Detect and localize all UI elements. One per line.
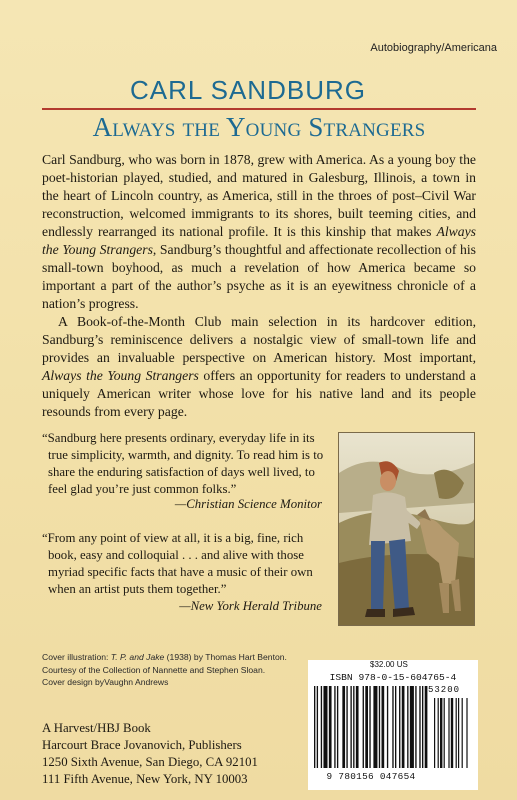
barcode-bar bbox=[425, 686, 428, 768]
addon-bar bbox=[440, 698, 442, 768]
addon-bar bbox=[462, 698, 463, 768]
barcode-bar bbox=[321, 686, 322, 768]
barcode-bar bbox=[346, 686, 347, 768]
barcode-bar bbox=[387, 686, 388, 768]
title-divider bbox=[42, 108, 476, 110]
credit-label: Cover illustration: bbox=[42, 652, 111, 662]
addon-bar bbox=[451, 698, 453, 768]
barcode-bar bbox=[314, 686, 315, 768]
price-label: $32.00 US bbox=[370, 660, 408, 669]
barcode-bar bbox=[353, 686, 354, 768]
barcode-bar bbox=[382, 686, 385, 768]
description bbox=[42, 151, 476, 421]
description-paragraph-2 bbox=[42, 313, 476, 421]
category-label: Autobiography/Americana bbox=[370, 42, 497, 54]
barcode-bar bbox=[350, 686, 351, 768]
cover-painting bbox=[338, 432, 475, 626]
description-text: A Book-of-the-Month Club main selection in its hardcover edition, Sandburg’s reminiscence delivers a nostalgic view of small-town life and provides an invaluable perspective on American history. Most important, bbox=[42, 314, 476, 365]
barcode-bar bbox=[415, 686, 416, 768]
description-title-ref: Always the Young Strangers bbox=[42, 224, 476, 257]
addon-digits: 53200 bbox=[428, 685, 461, 695]
publisher-address-2: 111 Fifth Avenue, New York, NY 10003 bbox=[42, 772, 248, 786]
description-text: , Sandburg’s thoughtful and affectionate recollection of his small-town boyhood, as much a revelation of how America became so important a part of the author’s psyche as it is an eyewitness chronicle of a nation’s progress. bbox=[42, 242, 476, 311]
barcode-bar bbox=[402, 686, 405, 768]
review-source: —Christian Science Monitor bbox=[174, 497, 322, 511]
painting-title: T. P. and Jake bbox=[110, 652, 165, 662]
cover-credits bbox=[42, 651, 312, 689]
barcode-bar bbox=[399, 686, 400, 768]
credit-text: (1938) by Thomas Hart Benton. bbox=[164, 652, 287, 662]
barcode-bar bbox=[379, 686, 380, 768]
review-source: —New York Herald Tribune bbox=[179, 599, 322, 613]
ean-digits: 9 780156 047654 bbox=[326, 771, 416, 782]
barcode-panel bbox=[308, 660, 478, 790]
barcode-bar bbox=[407, 686, 408, 768]
addon-bar bbox=[444, 698, 445, 768]
barcode-bar bbox=[317, 686, 318, 768]
barcode-bar bbox=[334, 686, 335, 768]
description-text: offers an opportunity for readers to understand a uniquely American writer whose love for his native land and its people resounds from every page. bbox=[42, 368, 476, 419]
barcode-bar bbox=[356, 686, 359, 768]
barcode-bar bbox=[410, 686, 414, 768]
illustration-credit bbox=[42, 651, 312, 664]
addon-bar bbox=[434, 698, 435, 768]
barcode-bar bbox=[323, 686, 327, 768]
barcode-bar bbox=[342, 686, 345, 768]
addon-bar bbox=[456, 698, 457, 768]
barcode-bar bbox=[392, 686, 393, 768]
book-title: Always the Young Strangers bbox=[92, 112, 426, 142]
barcode-bar bbox=[363, 686, 364, 768]
publisher-address-1: 1250 Sixth Avenue, San Diego, CA 92101 bbox=[42, 755, 258, 769]
description-text: Carl Sandburg, who was born in 1878, grew with America. As a young boy the poet-historian played, studied, and matured in Galesburg, Illinois, a town in the heart of Lincoln country, as America, still in the throes of post–Civil War reconstruction, welcomed immigrants to its shores, built teeming cities, and endlessly rearranged its national profile. It is this kinship that makes bbox=[42, 152, 476, 239]
barcode-bar bbox=[373, 686, 377, 768]
author-name: CARL SANDBURG bbox=[130, 75, 366, 105]
barcode-bar bbox=[395, 686, 396, 768]
barcode-bar bbox=[422, 686, 423, 768]
barcode-bar bbox=[329, 686, 332, 768]
courtesy-credit: Courtesy of the Collection of Nannette and Stephen Sloan. bbox=[42, 664, 266, 675]
design-credit: Cover design byVaughn Andrews bbox=[42, 677, 169, 687]
boy-and-dog-painting-icon bbox=[339, 433, 474, 625]
review-quote: “From any point of view at all, it is a big, fine, rich book, easy and colloquial . . . and alive with those myriad specific facts that have a music of their own when an artist puts them together.” bbox=[42, 531, 313, 596]
addon-bar bbox=[438, 698, 439, 768]
barcode-icon bbox=[312, 686, 478, 772]
barcode-bar bbox=[337, 686, 338, 768]
review-quote: “Sandburg here presents ordinary, everyday life in its true simplicity, warmth, and dignity. To read him is to share the enduring satisfaction of days well lived, to feel glad you’re just common folks.” bbox=[42, 431, 324, 496]
addon-bar bbox=[466, 698, 467, 768]
publisher-imprint: A Harvest/HBJ Book bbox=[42, 721, 151, 735]
publisher-name: Harcourt Brace Jovanovich, Publishers bbox=[42, 738, 242, 752]
barcode-bar bbox=[369, 686, 370, 768]
description-title-ref: Always the Young Strangers bbox=[42, 368, 199, 383]
addon-bar bbox=[448, 698, 449, 768]
description-paragraph-1 bbox=[42, 151, 476, 313]
addon-bar bbox=[458, 698, 459, 768]
publisher-block bbox=[42, 720, 302, 788]
isbn-label: ISBN 978-0-15-604765-4 bbox=[329, 672, 457, 683]
barcode-bar bbox=[419, 686, 420, 768]
barcode-bar bbox=[365, 686, 368, 768]
